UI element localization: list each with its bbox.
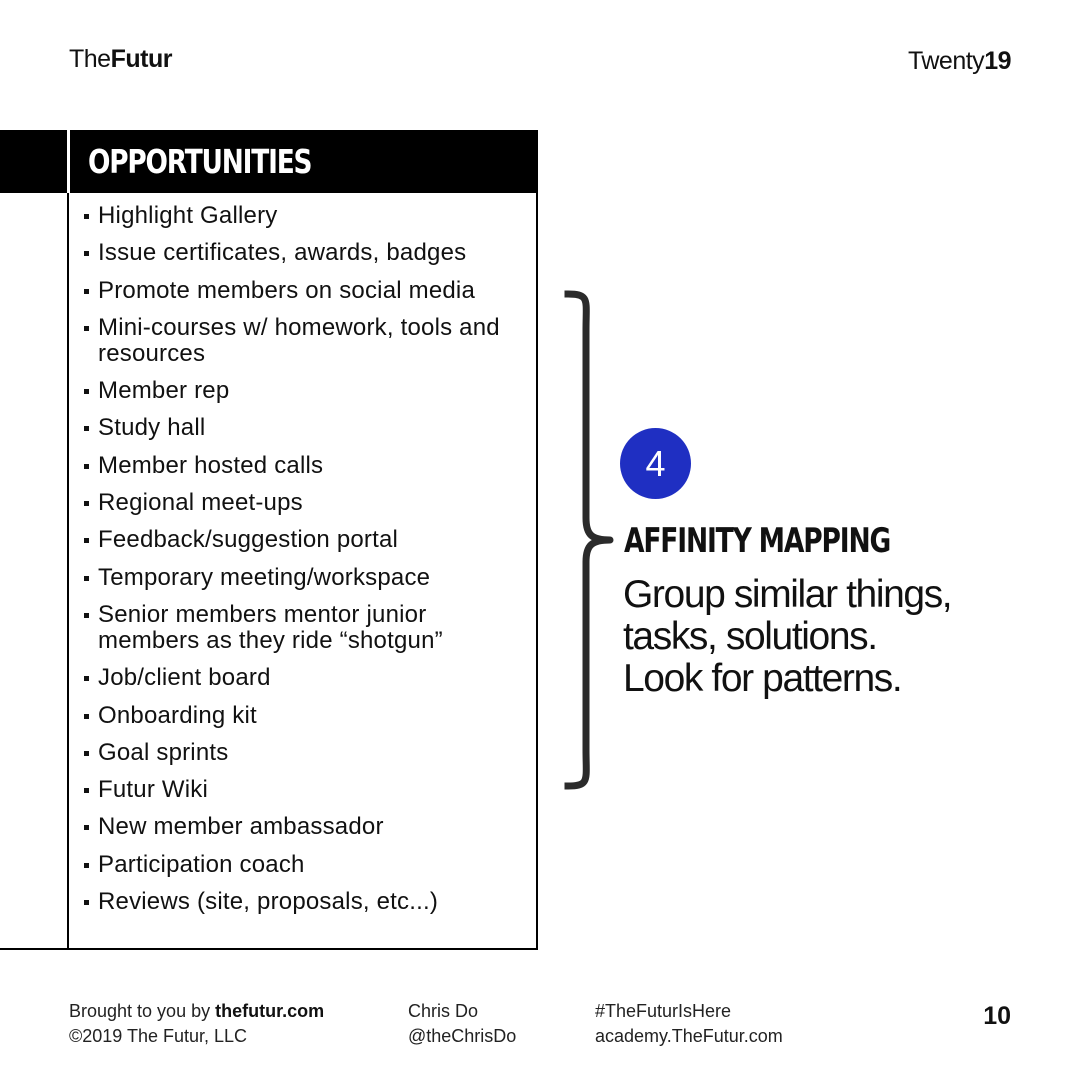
opportunities-list	[84, 203, 524, 926]
bullet-icon	[84, 289, 89, 294]
list-item	[84, 203, 524, 229]
footer-academy-link[interactable]: academy.TheFutur.com	[595, 1026, 783, 1046]
list-item-label: Study hall	[98, 414, 206, 442]
step-description-line: Look for patterns.	[623, 657, 902, 700]
edition-label-bold: 19	[984, 47, 1011, 75]
list-item-label: Senior members mentor junior members as they ride “shotgun”	[98, 600, 443, 654]
step-title: AFFINITY MAPPING	[624, 521, 891, 561]
list-item-label: Onboarding kit	[98, 701, 257, 729]
step-description-line: Group similar things,	[623, 573, 952, 616]
list-item	[84, 889, 524, 915]
list-item	[84, 415, 524, 441]
bullet-icon	[84, 900, 89, 905]
bullet-icon	[84, 576, 89, 581]
step-description-line: tasks, solutions.	[623, 615, 877, 658]
bullet-icon	[84, 676, 89, 681]
footer-author	[408, 999, 516, 1049]
list-item	[84, 490, 524, 516]
bullet-icon	[84, 389, 89, 394]
bullet-icon	[84, 214, 89, 219]
brand-logo	[69, 44, 172, 74]
list-item	[84, 453, 524, 479]
bullet-icon	[84, 788, 89, 793]
list-item	[84, 240, 524, 266]
footer-hashtag[interactable]: #TheFuturIsHere	[595, 1001, 732, 1021]
footer-author-name: Chris Do	[408, 1001, 479, 1021]
footer-credit-line	[69, 999, 324, 1024]
list-item-label: Promote members on social media	[98, 276, 476, 304]
step-description	[623, 574, 1063, 700]
edition-label	[908, 46, 1011, 76]
curly-bracket-icon	[560, 290, 620, 790]
list-item	[84, 665, 524, 691]
footer-author-handle[interactable]: @theChrisDo	[408, 1026, 517, 1046]
list-item-label: Job/client board	[98, 664, 271, 692]
list-item	[84, 852, 524, 878]
footer-copyright: ©2019 The Futur, LLC	[69, 1026, 248, 1046]
list-item-label: Feedback/suggestion portal	[98, 526, 399, 554]
list-item	[84, 278, 524, 304]
list-item-label: Reviews (site, proposals, etc...)	[98, 888, 439, 916]
bullet-icon	[84, 426, 89, 431]
list-item	[84, 703, 524, 729]
list-item-label: Participation coach	[98, 850, 305, 878]
opportunities-bottom-rule	[0, 948, 538, 950]
list-item	[84, 315, 524, 367]
bullet-icon	[84, 538, 89, 543]
list-item-label: Goal sprints	[98, 738, 229, 766]
edition-label-light: Twenty	[907, 47, 985, 75]
list-item-label: Issue certificates, awards, badges	[98, 239, 467, 267]
opportunities-right-rule	[536, 130, 538, 950]
opportunities-left-rule	[67, 193, 69, 950]
list-item-label: New member ambassador	[98, 813, 384, 841]
list-item	[84, 565, 524, 591]
opportunities-title: OPPORTUNITIES	[88, 142, 312, 181]
list-item-label: Futur Wiki	[98, 776, 208, 804]
list-item-label: Member hosted calls	[98, 451, 324, 479]
list-item-label: Mini-courses w/ homework, tools and resources	[98, 313, 500, 367]
list-item-label: Highlight Gallery	[98, 202, 278, 229]
opportunities-header-divider	[67, 130, 70, 193]
bullet-icon	[84, 613, 89, 618]
brand-logo-light: The	[69, 45, 111, 73]
list-item-label: Regional meet-ups	[98, 489, 303, 517]
list-item-label: Member rep	[98, 377, 230, 405]
brand-logo-bold: Futur	[110, 45, 172, 73]
page-number: 10	[983, 1002, 1011, 1030]
bullet-icon	[84, 326, 89, 331]
list-item	[84, 602, 524, 654]
step-number-badge: 4	[620, 428, 691, 499]
bullet-icon	[84, 714, 89, 719]
bullet-icon	[84, 751, 89, 756]
list-item	[84, 777, 524, 803]
list-item-label: Temporary meeting/workspace	[98, 563, 431, 591]
footer-hashtag-block	[595, 999, 783, 1049]
list-item	[84, 378, 524, 404]
footer-credit	[69, 999, 324, 1049]
bullet-icon	[84, 464, 89, 469]
bullet-icon	[84, 825, 89, 830]
footer-site-link[interactable]: thefutur.com	[215, 1001, 325, 1021]
list-item	[84, 814, 524, 840]
bullet-icon	[84, 501, 89, 506]
bullet-icon	[84, 863, 89, 868]
list-item	[84, 527, 524, 553]
list-item	[84, 740, 524, 766]
footer-credit-prefix: Brought to you by	[69, 1001, 216, 1021]
bullet-icon	[84, 251, 89, 256]
